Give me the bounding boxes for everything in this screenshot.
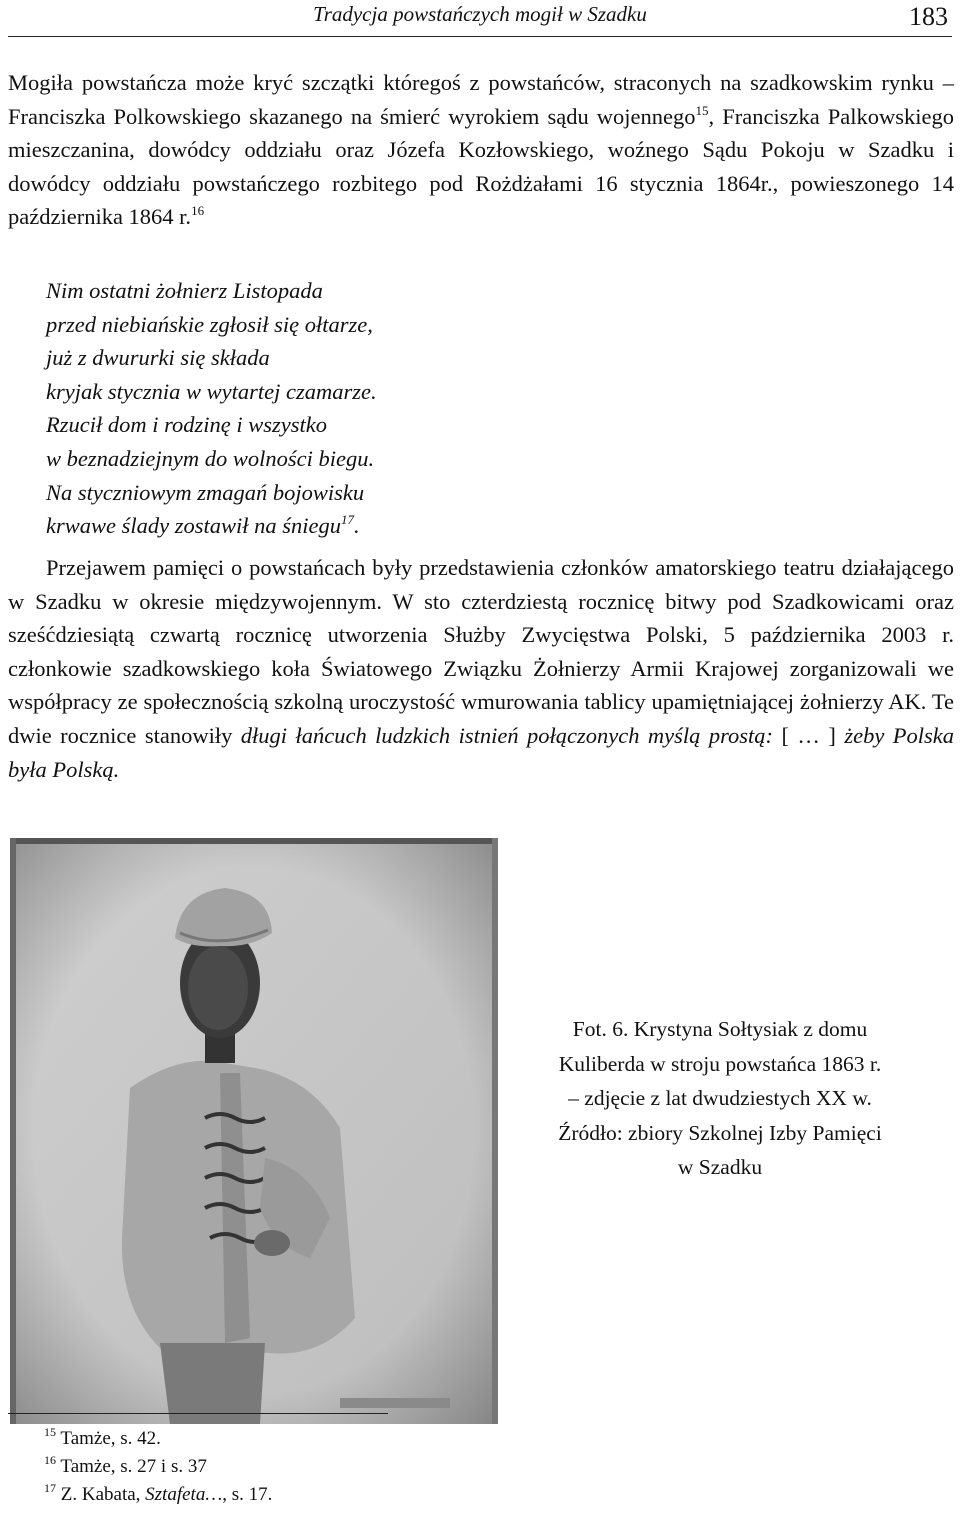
paragraph-1-text-a: Mogiła powstańcza może kryć szczątki któregoś z powstańców, straconych na szadkowskim rynku – Franciszka Polkowskiego skazanego na śmierć wyrokiem sądu wojennego — [8, 70, 954, 129]
footnote-number: 17 — [44, 1481, 56, 1495]
poem — [46, 274, 377, 543]
footnote-text: Tamże, s. 27 i s. 37 — [60, 1456, 207, 1477]
footnote-title-italic: Sztafeta… — [145, 1484, 223, 1505]
page-number: 183 — [909, 2, 948, 31]
footnote-ref-17[interactable]: 17 — [341, 512, 355, 528]
footnote-15 — [44, 1425, 161, 1450]
footnote-number: 15 — [44, 1425, 56, 1439]
paragraph-1 — [8, 66, 954, 234]
poem-line: kryjak stycznia w wytartej czamarze. — [46, 378, 377, 404]
caption-line: w Szadku — [677, 1155, 763, 1179]
footnote-divider — [8, 1413, 388, 1414]
poem-line: przed niebiańskie zgłosił się ołtarze, — [46, 311, 373, 337]
footnote-ref-15[interactable]: 15 — [695, 102, 709, 118]
caption-line: Fot. 6. Krystyna Sołtysiak z domu — [572, 1017, 868, 1041]
caption-line: Źródło: zbiory Szkolnej Izby Pamięci — [558, 1120, 882, 1145]
poem-line: Nim ostatni żołnierz Listopada — [46, 278, 323, 303]
footnote-text: Z. Kabata, — [60, 1484, 146, 1505]
footnote-16 — [44, 1453, 207, 1478]
footnote-text: Tamże, s. 42. — [60, 1428, 161, 1449]
paragraph-2 — [8, 551, 954, 786]
poem-line: krwawe ślady zostawił na śniegu — [46, 513, 342, 539]
poem-line: Na styczniowym zmagań bojowisku — [46, 479, 365, 505]
quote-italic-2: żeby Polska była Polską. — [8, 722, 954, 782]
poem-end: . — [354, 513, 360, 539]
footnote-number: 16 — [44, 1453, 56, 1467]
quote-italic-1: długi łańcuch ludzkich istnień połączonych myślą prostą: — [240, 722, 774, 748]
poem-line: Rzucił dom i rodzinę i wszystko — [46, 412, 328, 438]
caption-line: Kuliberda w stroju powstańca 1863 r. — [558, 1051, 882, 1076]
footnote-17 — [44, 1481, 273, 1506]
page-header — [8, 0, 952, 37]
poem-line-last — [46, 509, 377, 543]
historical-photo — [10, 838, 498, 1424]
figure-caption — [508, 1012, 932, 1185]
paragraph-1-text-b: , Franciszka Palkowskiego mieszczanina, dowódcy oddziału oraz Józefa Kozłowskiego, woźnego Sądu Pokoju w Szadku i dowódcy oddziału powstańczego rozbitego pod Rożdżałami 16 stycznia 1864r., powieszonego 14 października 1864 r. — [8, 103, 954, 230]
footnote-text: , s. 17. — [222, 1484, 273, 1505]
caption-line: – zdjęcie z lat dwudziestych XX w. — [568, 1086, 872, 1110]
paragraph-2-text: Przejawem pamięci o powstańcach były przedstawienia członków amatorskiego teatru działającego w Szadku w okresie międzywojennym. W sto czterdziestą rocznicę bitwy pod Szadkowicami oraz sześćdziesiątą czwartą rocznicę utworzenia Służby Zwycięstwa Polski, 5 października 2003 r. członkowie szadkowskiego koła Światowego Związku Żołnierzy Armii Krajowej zorganizowali we współpracy ze społecznością szkolną uroczystość wmurowania tablicy upamiętniającej żołnierzy AK. Te dwie rocznice stanowiły — [8, 555, 954, 748]
running-title: Tradycja powstańczych mogił w Szadku — [313, 2, 647, 26]
poem-line: w beznadziejnym do wolności biegu. — [46, 445, 375, 471]
ellipsis-bracket: [ … ] — [773, 722, 845, 748]
footnote-ref-16[interactable]: 16 — [191, 203, 205, 219]
poem-line: już z dwururki się składa — [46, 345, 270, 371]
